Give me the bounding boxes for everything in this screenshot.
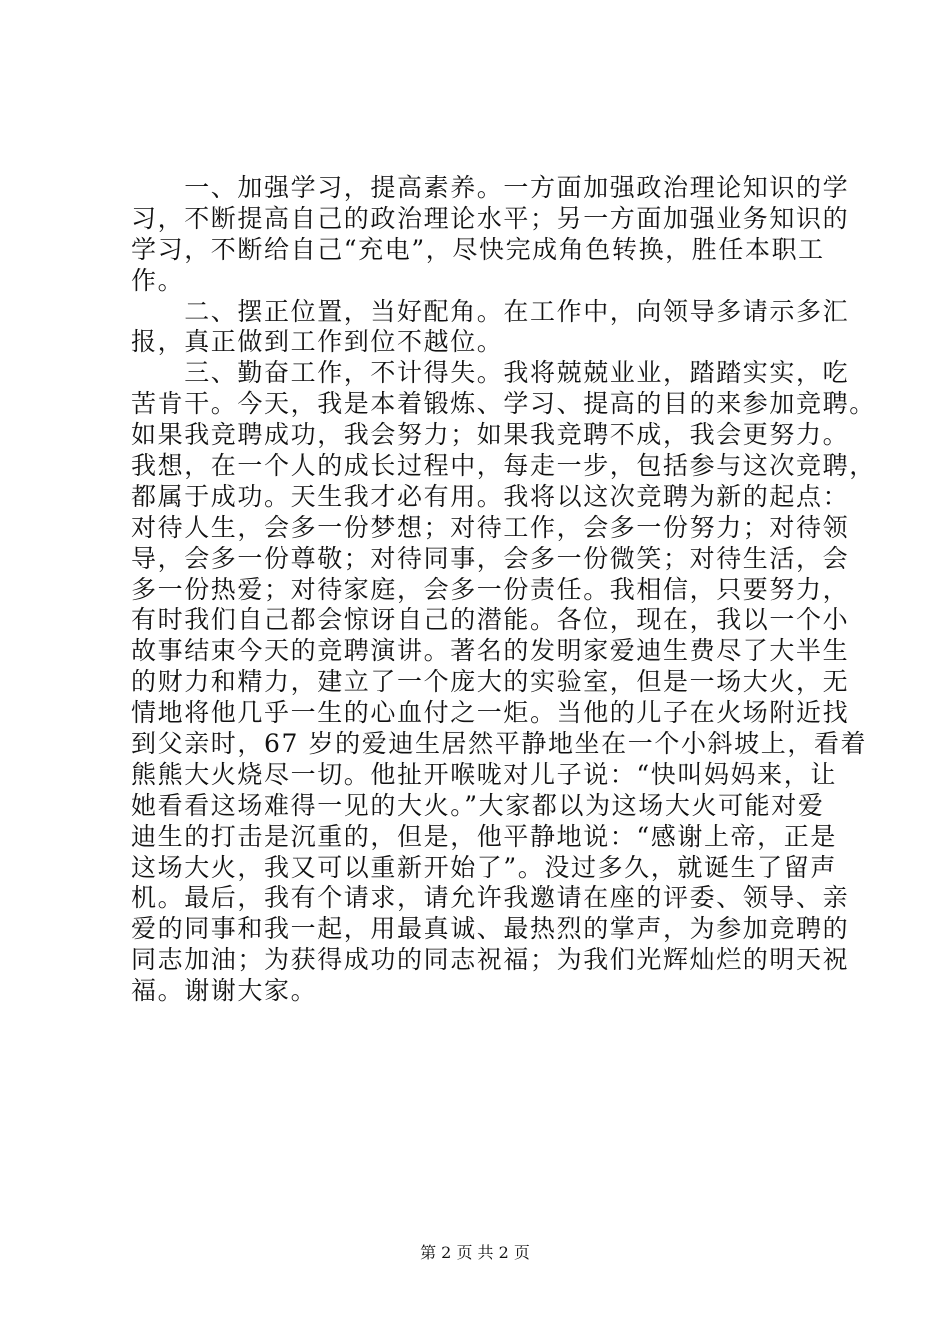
text-line: 作。 xyxy=(131,265,185,295)
text-line: 一、加强学习，提高素养。一方面加强政治理论知识的学 xyxy=(131,173,850,202)
text-line: 对待人生，会多一份梦想；对待工作，会多一份努力；对待领 xyxy=(131,512,850,542)
text-line: 我想，在一个人的成长过程中，每走一步，包括参与这次竞聘， xyxy=(131,451,876,481)
text-line: 情地将他几乎一生的心血付之一炬。当他的儿子在火场附近找 xyxy=(131,698,850,728)
text-line: 的财力和精力，建立了一个庞大的实验室，但是一场大火，无 xyxy=(131,667,850,697)
text-line: 如果我竞聘成功，我会努力；如果我竞聘不成，我会更努力。 xyxy=(131,420,850,450)
text-line: 福。谢谢大家。 xyxy=(131,976,318,1006)
text-line: 多一份热爱；对待家庭，会多一份责任。我相信，只要努力， xyxy=(131,574,850,604)
text-line: 迪生的打击是沉重的，但是，他平静地说：“感谢上帝，正是 xyxy=(131,821,837,851)
text-line: 机。最后，我有个请求，请允许我邀请在座的评委、领导、亲 xyxy=(131,883,850,913)
text-line: 习，不断提高自己的政治理论水平；另一方面加强业务知识的 xyxy=(131,203,850,233)
text-line: 到父亲时，67 岁的爱迪生居然平静地坐在一个小斜坡上，看着 xyxy=(131,729,868,759)
text-line: 二、摆正位置，当好配角。在工作中，向领导多请示多汇 xyxy=(131,296,850,326)
text-line: 熊熊大火烧尽一切。他扯开喉咙对儿子说：“快叫妈妈来，让 xyxy=(131,759,837,789)
page-number-footer: 第 2 页 共 2 页 xyxy=(420,1243,530,1262)
text-line: 三、勤奋工作，不计得失。我将兢兢业业，踏踏实实，吃 xyxy=(131,358,850,388)
text-line: 故事结束今天的竞聘演讲。著名的发明家爱迪生费尽了大半生 xyxy=(131,636,850,666)
text-line: 有时我们自己都会惊讶自己的潜能。各位，现在，我以一个小 xyxy=(131,605,850,635)
text-line: 这场大火，我又可以重新开始了”。没过多久，就诞生了留声 xyxy=(131,852,837,882)
text-line: 导，会多一份尊敬；对待同事，会多一份微笑；对待生活，会 xyxy=(131,543,850,573)
document-body xyxy=(131,173,876,1007)
text-line: 苦肯干。今天，我是本着锻炼、学习、提高的目的来参加竞聘。 xyxy=(131,389,876,419)
text-line: 报，真正做到工作到位不越位。 xyxy=(131,327,504,357)
text-line: 同志加油；为获得成功的同志祝福；为我们光辉灿烂的明天祝 xyxy=(131,945,850,975)
text-line: 都属于成功。天生我才必有用。我将以这次竞聘为新的起点： xyxy=(131,481,850,511)
text-line: 爱的同事和我一起，用最真诚、最热烈的掌声，为参加竞聘的 xyxy=(131,914,850,944)
text-line: 学习，不断给自己“充电”，尽快完成角色转换，胜任本职工 xyxy=(131,234,825,264)
text-line: 她看看这场难得一见的大火。”大家都以为这场大火可能对爱 xyxy=(131,790,825,820)
